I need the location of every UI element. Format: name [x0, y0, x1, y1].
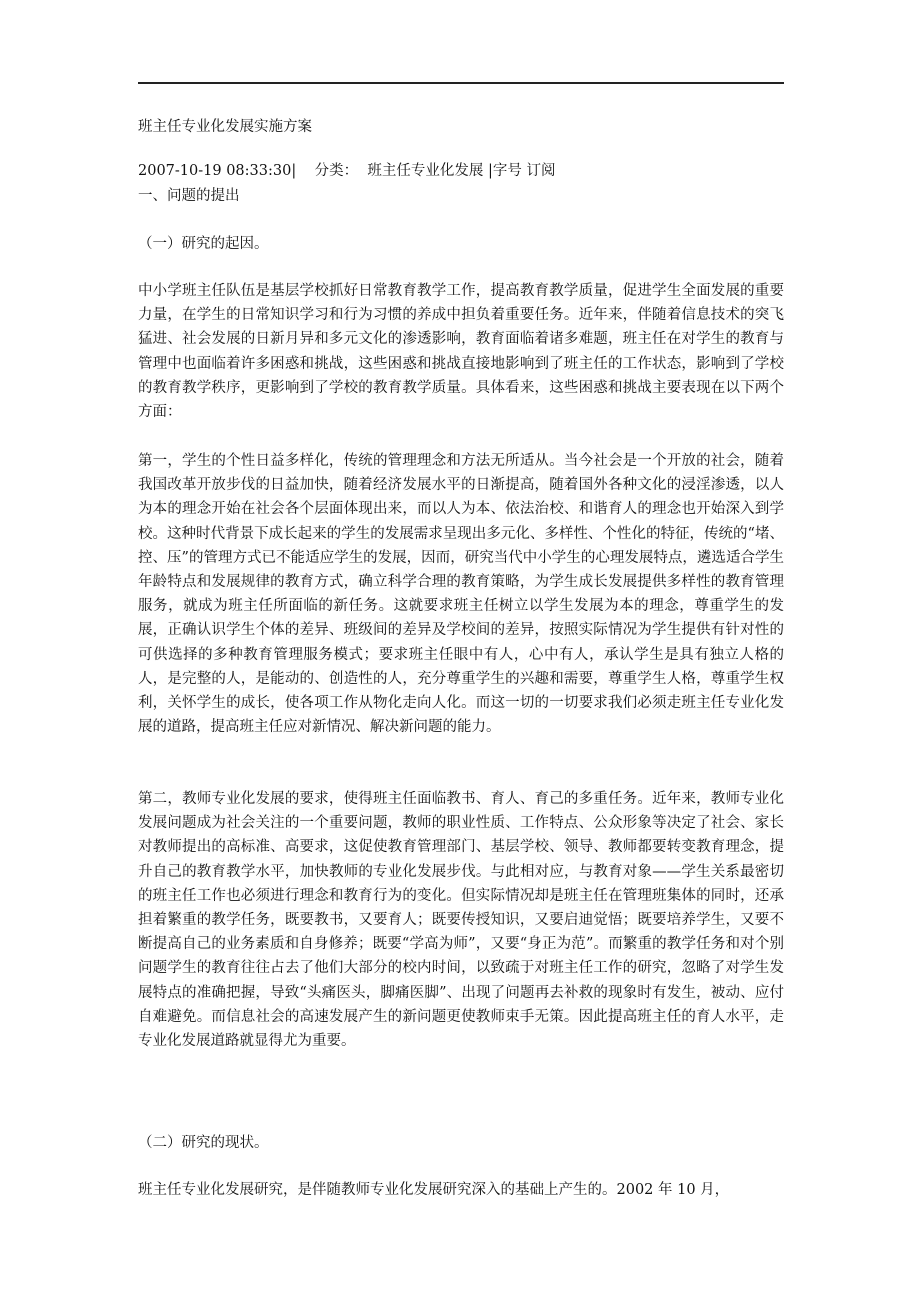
top-horizontal-rule [138, 82, 784, 84]
section-heading-1: 一、问题的提出 [138, 188, 240, 204]
paragraph-1: 中小学班主任队伍是基层学校抓好日常教育教学工作，提高教育教学质量，促进学生全面发展的重要力量，在学生的日常知识学习和行为习惯的养成中担负着重要任务。近年来，伴随着信息技术的突飞猛进、社会发展的日新月异和多元文化的渗透影响，教育面临着诸多难题，班主任在对学生的教育与管理中也面临着许多困惑和挑战，这些困惑和挑战直接地影响到了班主任的工作状态，影响到了学校的教育教学秩序，更影响到了学校的教育教学质量。具体看来，这些困惑和挑战主要表现在以下两个方面： [138, 283, 784, 421]
font-size-link[interactable]: |字号 [487, 163, 522, 179]
paragraph-2: 第一，学生的个性日益多样化，传统的管理理念和方法无所适从。当今社会是一个开放的社会，随着我国改革开放步伐的日益加快，随着经济发展水平的日渐提高，随着国外各种文化的浸淫渗透，以人为本的理念开始在社会各个层面体现出来，而以人为本、依法治校、和谐育人的理念也开始深入到学校。这种时代背景下成长起来的学生的发展需求呈现出多元化、多样性、个性化的特征，传统的“堵、控、压”的管理方式已不能适应学生的发展，因而，研究当代中小学生的心理发展特点，遴选适合学生年龄特点和发展规律的教育方式，确立科学合理的教育策略，为学生成长发展提供多样性的教育管理服务，就成为班主任所面临的新任务。这就要求班主任树立以学生发展为本的理念，尊重学生的发展，正确认识学生个体的差异、班级间的差异及学校间的差异，按照实际情况为学生提供有针对性的可供选择的多种教育管理服务模式；要求班主任眼中有人，心中有人，承认学生是具有独立人格的人，是完整的人，是能动的、创造性的人，充分尊重学生的兴趣和需要，尊重学生人格，尊重学生权利，关怀学生的成长，使各项工作从物化走向人化。而这一切的一切要求我们必须走班主任专业化发展的道路，提高班主任应对新情况、解决新问题的能力。 [138, 453, 784, 736]
article-meta [138, 162, 555, 180]
post-datetime: 2007-10-19 08:33:30| [138, 163, 297, 179]
article-title: 班主任专业化发展实施方案 [138, 119, 312, 135]
subsection-heading-2: （二）研究的现状。 [138, 1135, 269, 1151]
category-link[interactable]: 班主任专业化发展 [367, 163, 484, 179]
subscribe-link[interactable]: 订阅 [526, 163, 556, 179]
subsection-heading-1: （一）研究的起因。 [138, 236, 269, 252]
category-label: 分类： [314, 163, 359, 179]
paragraph-4: 班主任专业化发展研究，是伴随教师专业化发展研究深入的基础上产生的。2002 年 10 月， [138, 1182, 730, 1198]
paragraph-3: 第二，教师专业化发展的要求，使得班主任面临教书、育人、育己的多重任务。近年来，教师专业化发展问题成为社会关注的一个重要问题，教师的职业性质、工作特点、公众形象等决定了社会、家长对教师提出的高标准、高要求，这促使教育管理部门、基层学校、领导、教师都要转变教育理念，提升自己的教育教学水平，加快教师的专业化发展步伐。与此相对应，与教育对象——学生关系最密切的班主任工作也必须进行理念和教育行为的变化。但实际情况却是班主任在管理班集体的同时，还承担着繁重的教学任务，既要教书，又要育人；既要传授知识，又要启迪觉悟；既要培养学生，又要不断提高自己的业务素质和自身修养；既要“学高为师”，又要“身正为范”。而繁重的教学任务和对个别问题学生的教育往往占去了他们大部分的校内时间，以致疏于对班主任工作的研究，忽略了对学生发展特点的准确把握，导致“头痛医头，脚痛医脚”、出现了问题再去补救的现象时有发生，被动、应付自难避免。而信息社会的高速发展产生的新问题更使教师束手无策。因此提高班主任的育人水平，走专业化发展道路就显得尤为重要。 [138, 791, 784, 1050]
